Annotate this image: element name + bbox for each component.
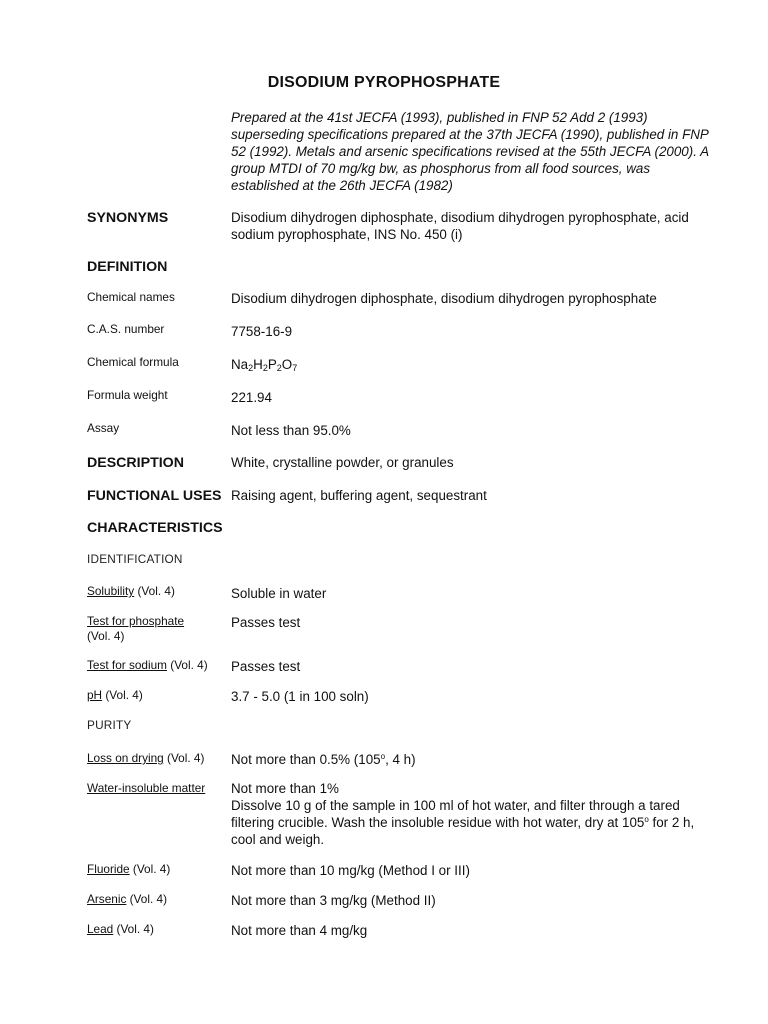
arsenic-value: Not more than 3 mg/kg (Method II) xyxy=(231,893,436,908)
synonyms-value: Disodium dihydrogen diphosphate, disodium dihydrogen pyrophosphate, acid sodium pyrophosphate, INS No. 450 (i) xyxy=(231,210,689,242)
preparation-note: Prepared at the 41st JECFA (1993), published in FNP 52 Add 2 (1993) superseding specifications prepared at the 37th JECFA (1990), published in FNP 52 (1992). Metals and arsenic specifications revised at the 55th JECFA (2000). A group MTDI of 70 mg/kg bw, as phosphorus from all food sources, was established at the 26th JECFA (1982) xyxy=(231,110,709,193)
functional-uses-value: Raising agent, buffering agent, sequestrant xyxy=(231,488,487,503)
chemical-formula-value: $Na_2H_2P_2O_7$ xyxy=(231,357,298,373)
solubility-value: Soluble in water xyxy=(231,586,327,601)
fluoride-value: Not more than 10 mg/kg (Method I or III) xyxy=(231,863,470,878)
assay-label: Assay xyxy=(87,421,120,435)
identification-subheading: IDENTIFICATION xyxy=(87,552,183,566)
purity-subheading: PURITY xyxy=(87,718,132,732)
lead-link[interactable]: Lead xyxy=(87,922,114,936)
water-insoluble-link[interactable]: Water-insoluble matter xyxy=(87,781,206,795)
cas-number-value: 7758-16-9 xyxy=(231,324,293,339)
sodium-test-value: Passes test xyxy=(231,659,301,674)
characteristics-heading: CHARACTERISTICS xyxy=(87,520,223,536)
sodium-test-label: Test for sodium (Vol. 4) xyxy=(87,658,208,672)
fluoride-link[interactable]: Fluoride xyxy=(87,862,130,876)
water-insoluble-label xyxy=(87,781,232,796)
solubility-label: Solubility (Vol. 4) xyxy=(87,584,175,598)
definition-heading: DEFINITION xyxy=(87,259,168,275)
synonyms-label: SYNONYMS xyxy=(87,210,169,226)
water-insoluble-value: Not more than 1% Dissolve 10 g of the sample in 100 ml of hot water, and filter through a tared filtering crucible. Wash the insoluble residue with hot water, dry at 105$^o$ for 2 h, cool and weigh. xyxy=(231,781,695,847)
loss-on-drying-value: Not more than 0.5% (105$^o$, 4 h) xyxy=(231,752,416,767)
solubility-link[interactable]: Solubility xyxy=(87,584,135,598)
functional-uses-label: FUNCTIONAL USES xyxy=(87,488,222,504)
chemical-names-label: Chemical names xyxy=(87,290,175,304)
fluoride-label: Fluoride (Vol. 4) xyxy=(87,862,171,876)
ph-label: pH (Vol. 4) xyxy=(87,688,143,702)
lead-value: Not more than 4 mg/kg xyxy=(231,923,368,938)
sodium-test-link[interactable]: Test for sodium xyxy=(87,658,167,672)
lead-label: Lead (Vol. 4) xyxy=(87,922,154,936)
chemical-formula-label: Chemical formula xyxy=(87,355,179,369)
assay-value: Not less than 95.0% xyxy=(231,423,351,438)
formula-weight-label: Formula weight xyxy=(87,388,168,402)
formula-weight-value: 221.94 xyxy=(231,390,272,405)
description-value: White, crystalline powder, or granules xyxy=(231,455,454,470)
loss-on-drying-label: Loss on drying (Vol. 4) xyxy=(87,751,205,765)
arsenic-label: Arsenic (Vol. 4) xyxy=(87,892,167,906)
loss-on-drying-link[interactable]: Loss on drying xyxy=(87,751,164,765)
phosphate-test-link[interactable]: Test for phosphate xyxy=(87,614,185,628)
phosphate-test-label: Test for phosphate (Vol. 4) xyxy=(87,614,185,643)
ph-link[interactable]: pH xyxy=(87,688,103,702)
phosphate-test-value: Passes test xyxy=(231,615,301,630)
cas-number-label: C.A.S. number xyxy=(87,322,165,336)
arsenic-link[interactable]: Arsenic xyxy=(87,892,127,906)
ph-value: 3.7 - 5.0 (1 in 100 soln) xyxy=(231,689,369,704)
description-label: DESCRIPTION xyxy=(87,455,184,471)
chemical-names-value: Disodium dihydrogen diphosphate, disodium dihydrogen pyrophosphate xyxy=(231,291,657,306)
page-title: DISODIUM PYROPHOSPHATE xyxy=(267,74,501,91)
